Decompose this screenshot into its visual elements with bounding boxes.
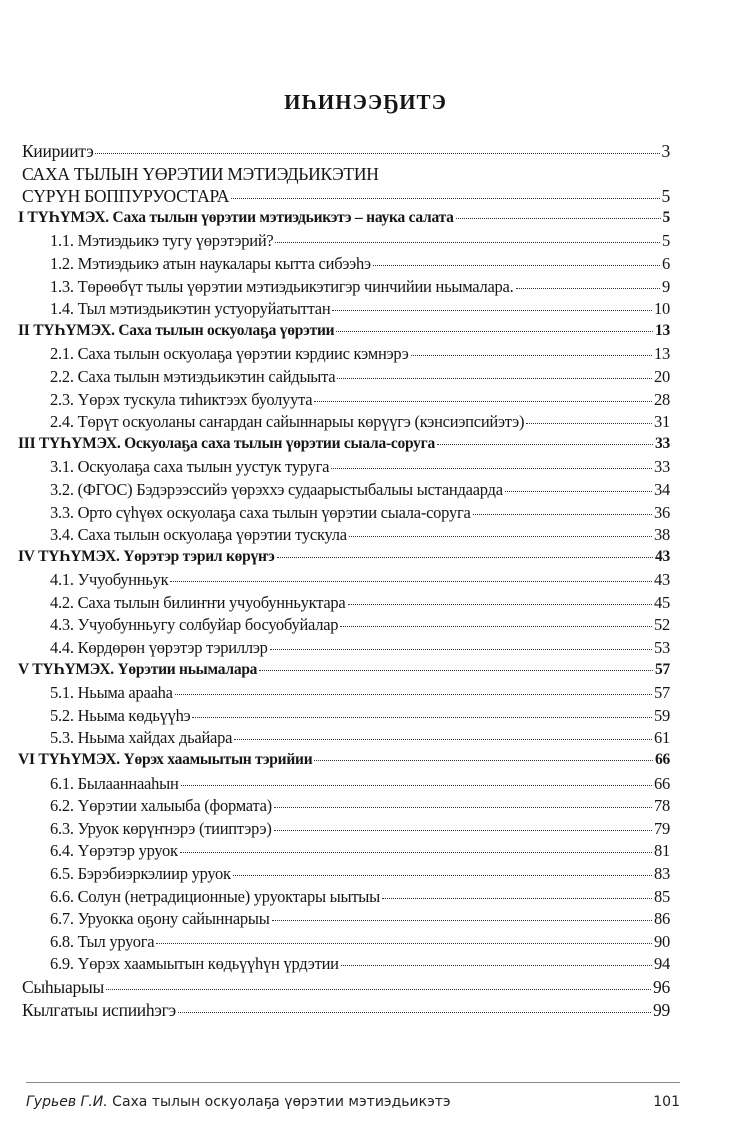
dot-leader [178,1012,651,1013]
toc-entry[interactable] [18,503,670,526]
dot-leader [373,265,660,266]
toc-entry-title: 1.3. Төрөөбүт тылы үөрэтии мэтиэдьикэтигэр чинчийии ньымалара. [50,276,514,296]
table-of-contents [18,141,670,1022]
toc-entry[interactable] [18,322,670,345]
footer-book-title: Саха тылын оскуолаҕа үөрэтии мэтиэдьикэтэ [112,1094,451,1110]
toc-entry-title: III ТҮҺҮМЭХ. Оскуолаҕа саха тылын үөрэтии сыала-соруга [18,434,435,452]
dot-leader [337,378,652,379]
toc-entry-title: 6.5. Бэрэбиэркэлиир уруок [50,864,231,883]
toc-entry-title: 6.3. Уруок көрүҥнэрэ (тииптэрэ) [50,818,272,838]
dot-leader [233,875,652,876]
toc-entry[interactable] [18,751,670,774]
dot-leader [274,807,652,808]
toc-entry[interactable] [18,593,670,616]
toc-entry[interactable] [18,412,670,435]
toc-entry[interactable] [18,683,670,706]
toc-entry-page: 90 [654,931,670,951]
toc-entry-page: 13 [655,321,670,339]
toc-entry[interactable] [18,819,670,842]
dot-leader [170,581,652,582]
dot-leader [277,557,653,558]
dot-leader [332,310,652,311]
toc-entry-title: 5.2. Ньыма көдьүүһэ [50,705,191,725]
dot-leader [437,444,653,445]
toc-entry[interactable] [18,209,670,232]
footer-author: Гурьев Г.И. [26,1094,108,1110]
dot-leader [348,604,652,605]
toc-entry-page: 66 [655,751,670,769]
toc-entry[interactable] [18,954,670,977]
toc-entry-title: 5.1. Ньыма арааһа [50,683,173,703]
toc-entry-title: 4.3. Учуобунньугу солбуйар босуобуйалар [50,615,339,635]
page-number: 101 [653,1094,680,1110]
toc-entry-page: 5 [662,208,670,226]
toc-entry-title: Киириитэ [22,141,94,161]
toc-entry[interactable] [18,1000,670,1023]
toc-entry[interactable] [18,141,670,164]
toc-entry[interactable] [18,774,670,797]
page-footer [26,1094,680,1110]
toc-entry[interactable] [18,525,670,548]
footer-divider [26,1082,680,1083]
toc-entry-page: 31 [654,412,670,432]
toc-entry-title: 6.6. Солун (нетрадиционные) уруоктары ыытыы [50,886,380,906]
toc-entry-page: 85 [654,886,670,906]
toc-entry[interactable] [18,796,670,819]
toc-entry-page: 59 [654,705,670,725]
toc-entry-page: 66 [654,773,670,793]
toc-entry-page: 81 [654,841,670,861]
toc-entry-title: 5.3. Ньыма хайдах дьайара [50,728,233,748]
dot-leader [411,355,652,356]
toc-entry-title: 6.2. Үөрэтии халыыба (формата) [50,796,272,816]
dot-leader [231,198,659,199]
toc-entry[interactable] [18,615,670,638]
toc-entry-page: 78 [654,796,670,816]
toc-entry-page: 53 [654,638,670,658]
dot-leader [270,649,652,650]
dot-leader [331,468,652,469]
toc-entry[interactable] [18,706,670,729]
toc-entry-title: 3.4. Саха тылын оскуолаҕа үөрэтии тускула [50,525,347,545]
toc-entry-title: 3.1. Оскуолаҕа саха тылын уустук туруга [50,457,330,477]
toc-entry[interactable] [18,728,670,751]
toc-entry[interactable] [18,435,670,458]
toc-entry-title: 4.4. Көрдөрөн үөрэтэр тэриллэр [50,638,268,658]
toc-entry[interactable] [18,390,670,413]
toc-entry-title: 3.3. Орто сүһүөх оскуолаҕа саха тылын үөрэтии сыала-соруга [50,502,471,522]
dot-leader [272,920,652,921]
toc-entry[interactable] [18,909,670,932]
toc-entry-title: 2.1. Саха тылын оскуолаҕа үөрэтии кэрдиис кэмнэрэ [50,344,409,364]
toc-entry-page: 45 [654,592,670,612]
toc-entry[interactable] [18,367,670,390]
toc-entry-page: 61 [654,728,670,748]
dot-leader [473,514,652,515]
dot-leader [382,898,652,899]
toc-entry-page: 43 [654,570,670,590]
toc-entry-title: 2.4. Төрүт оскуоланы саҥардан сайыннарыы көрүүгэ (кэнсиэпсийэтэ) [50,412,525,432]
dot-leader [336,331,653,332]
toc-entry[interactable] [18,570,670,593]
dot-leader [314,401,652,402]
toc-entry-page: 9 [662,276,670,296]
toc-entry-title: 4.2. Саха тылын билиҥҥи учуобунньуктара [50,592,346,612]
toc-entry-page: 94 [654,954,670,974]
toc-entry-page: 34 [654,479,670,499]
toc-entry-page: 3 [661,141,670,161]
toc-entry-title: СҮРҮН БОППУРУОСТАРА [22,186,230,207]
toc-entry-title: 2.3. Үөрэх тускула тиһиктээх буолуута [50,389,313,409]
toc-entry[interactable] [18,254,670,277]
toc-entry-title: 3.2. (ФГОС) Бэдэрээссийэ үөрэххэ судаарыстыбалыы ыстандаарда [50,479,503,499]
dot-leader [175,694,652,695]
dot-leader [349,536,652,537]
toc-entry[interactable] [18,864,670,887]
toc-entry-title: 4.1. Учуобунньук [50,570,169,590]
toc-entry[interactable] [18,480,670,503]
toc-entry[interactable] [18,932,670,955]
toc-entry[interactable] [18,661,670,684]
toc-entry[interactable] [18,457,670,480]
page-title: ИҺИНЭЭҔИТЭ [284,90,447,114]
toc-entry-page: 43 [655,547,670,565]
toc-entry-page: 96 [653,976,670,997]
toc-entry[interactable] [18,299,670,322]
toc-entry-title: II ТҮҺҮМЭХ. Саха тылын оскуолаҕа үөрэтии [18,321,335,339]
toc-entry-title: Кылгатыы испииһэгэ [22,999,176,1020]
toc-entry-title: VI ТҮҺҮМЭХ. Үөрэх хаамыытын тэрийии [18,751,313,769]
toc-entry-title: 6.9. Үөрэх хаамыытын көдьүүһүн үрдэтии [50,954,339,974]
toc-entry-page: 36 [654,502,670,522]
toc-entry-page: 38 [654,525,670,545]
toc-entry-page: 86 [654,909,670,929]
toc-entry-title: САХА ТЫЛЫН ҮӨРЭТИИ МЭТИЭДЬИКЭТИН [22,163,379,184]
toc-entry-title: 6.7. Уруокка оҕону сайыннарыы [50,909,270,929]
toc-entry-page: 33 [654,457,670,477]
toc-entry-page: 57 [655,660,670,678]
dot-leader [275,242,660,243]
toc-entry[interactable] [18,977,670,1000]
toc-entry-title: 1.1. Мэтиэдьикэ тугу үөрэтэрий? [50,231,274,251]
toc-entry-title: 1.2. Мэтиэдьикэ атын наукалары кытта сибээһэ [50,253,371,273]
dot-leader [526,423,652,424]
toc-entry[interactable] [18,231,670,254]
toc-entry-page: 33 [655,434,670,452]
toc-entry[interactable] [18,887,670,910]
toc-entry-page: 79 [654,818,670,838]
toc-entry-page: 28 [654,389,670,409]
toc-entry-title: IV ТҮҺҮМЭХ. Үөрэтэр тэрил көрүҥэ [18,547,275,565]
toc-entry[interactable] [18,548,670,571]
toc-entry-title: 1.4. Тыл мэтиэдьикэтин устуоруйатыттан [50,299,331,319]
toc-entry[interactable] [18,277,670,300]
dot-leader [181,785,652,786]
toc-entry-page: 99 [653,999,670,1020]
dot-leader [156,943,652,944]
toc-entry[interactable] [18,164,670,187]
toc-entry-page: 57 [654,683,670,703]
toc-entry-title: 6.8. Тыл уруога [50,931,155,951]
dot-leader [505,491,652,492]
toc-entry[interactable] [18,638,670,661]
dot-leader [95,153,659,154]
dot-leader [341,965,652,966]
footer-citation [26,1094,451,1110]
dot-leader [259,670,653,671]
toc-entry[interactable] [18,841,670,864]
toc-entry-title: Сыһыарыы [22,976,104,997]
dot-leader [516,288,661,289]
toc-entry-title: I ТҮҺҮМЭХ. Саха тылын үөрэтии мэтиэдьикэтэ – наука салата [18,208,454,226]
toc-entry-title: 2.2. Саха тылын мэтиэдьикэтин сайдыыта [50,366,336,386]
toc-entry-page: 10 [654,299,670,319]
toc-entry-page: 13 [654,344,670,364]
dot-leader [456,218,661,219]
toc-entry-title: 6.1. Былааннааһын [50,773,179,793]
toc-entry-page: 6 [662,253,670,273]
dot-leader [340,626,652,627]
dot-leader [234,739,652,740]
toc-entry-page: 83 [654,864,670,883]
dot-leader [106,989,651,990]
dot-leader [274,830,652,831]
toc-entry-title: V ТҮҺҮМЭХ. Үөрэтии ньымалара [18,660,258,678]
toc-entry-page: 52 [654,615,670,635]
dot-leader [314,760,653,761]
toc-entry-page: 20 [654,366,670,386]
toc-entry[interactable] [18,344,670,367]
toc-entry-page: 5 [662,231,670,251]
dot-leader [192,717,652,718]
toc-entry-page: 5 [661,186,670,207]
toc-entry-title: 6.4. Үөрэтэр уруок [50,841,178,861]
toc-entry[interactable] [18,186,670,209]
dot-leader [180,852,652,853]
